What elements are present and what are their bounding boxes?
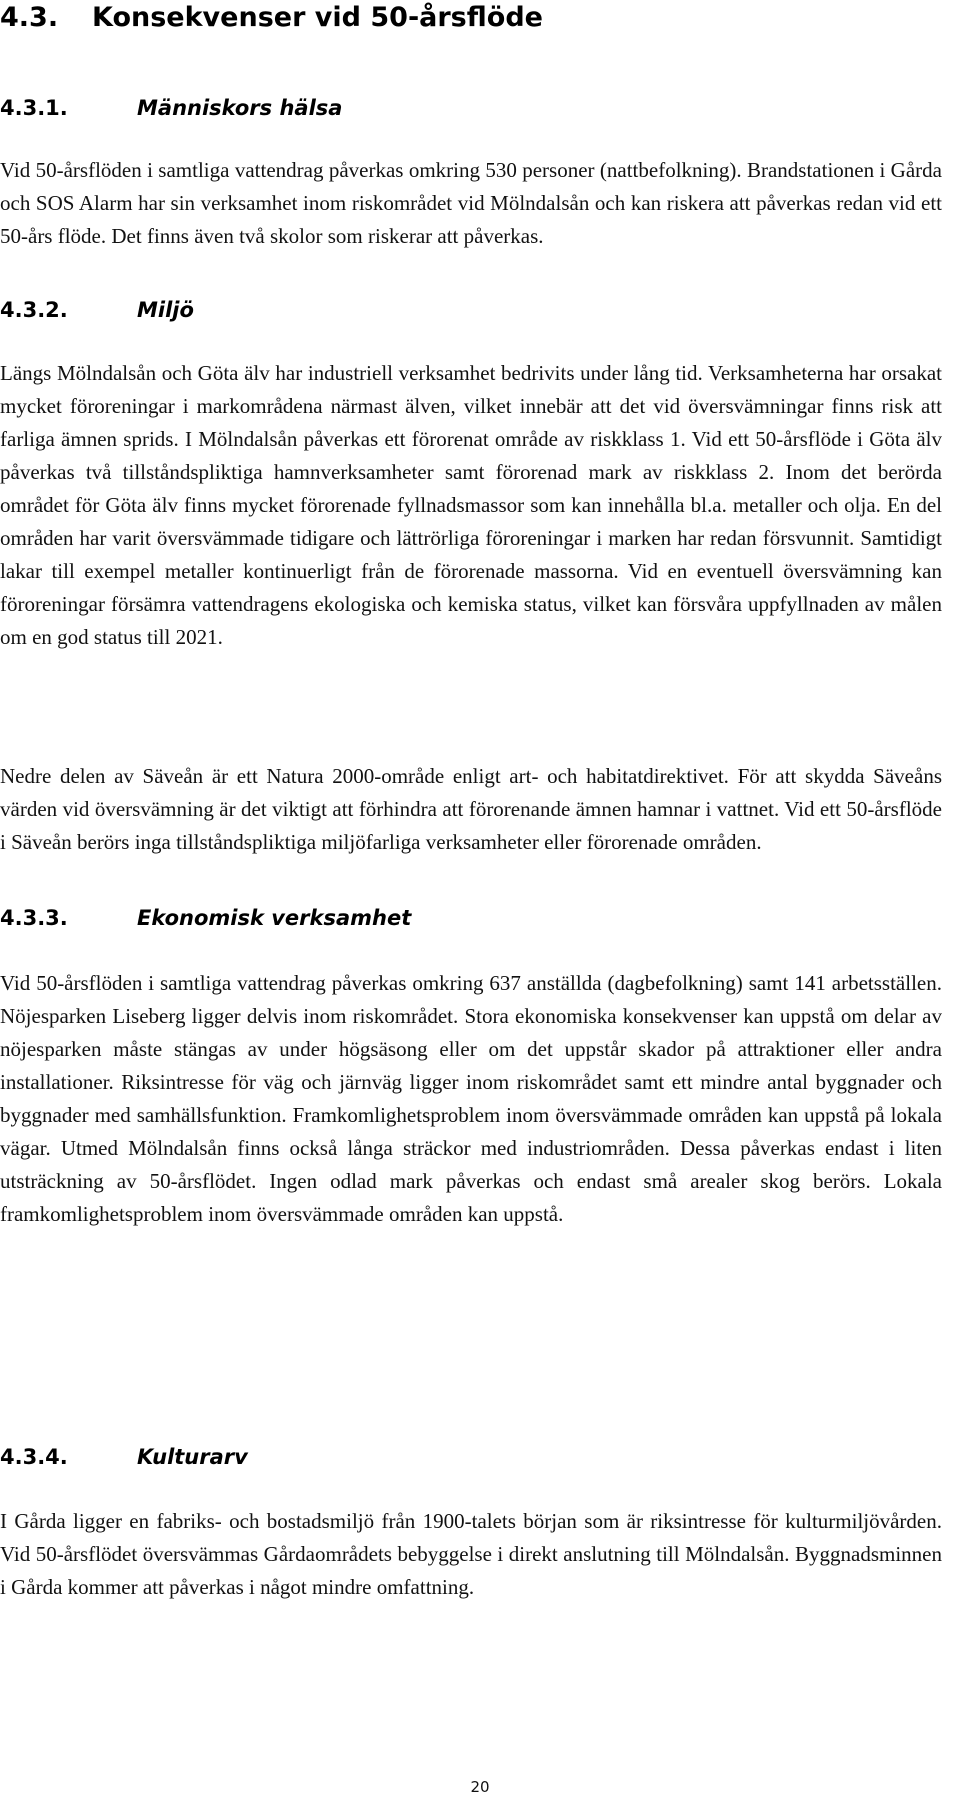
heading-4-3-3: [0, 906, 411, 930]
heading-title: Människors hälsa: [137, 96, 343, 120]
paragraph-kulturarv: I Gårda ligger en fabriks- och bostadsmiljö från 1900-talets början som är riksintresse för kulturmiljövården. Vid 50-årsflödet översvämmas Gårdaområdets bebyggelse i direkt anslutning till Mölndalsån. Byggnadsminnen i Gårda kommer att påverkas i något mindre omfattning.: [0, 1509, 942, 1599]
heading-number: 4.3.1.: [0, 96, 68, 120]
heading-number: 4.3.2.: [0, 298, 68, 322]
heading-title: Konsekvenser vid 50-årsflöde: [92, 2, 543, 33]
heading-4-3-4: [0, 1445, 248, 1469]
page-number: 20: [470, 1778, 490, 1796]
heading-4-3-2: [0, 298, 194, 322]
heading-number: 4.3.: [0, 2, 59, 33]
heading-title: Kulturarv: [137, 1445, 248, 1469]
paragraph-ekonomisk-verksamhet: Vid 50-årsflöden i samtliga vattendrag påverkas omkring 637 anställda (dagbefolkning) samt 141 arbetsställen. Nöjesparken Liseberg ligger delvis inom riskområdet. Stora ekonomiska konsekvenser kan uppstå om delar av nöjesparken måste stängas av under högsäsong eller om det uppstår skador på attraktioner eller andra installationer. Riksintresse för väg och järnväg ligger inom riskområdet samt ett mindre antal byggnader och byggnader med samhällsfunktion. Framkomlighetsproblem inom översvämmade områden kan uppstå på lokala vägar. Utmed Mölndalsån finns också långa sträckor med industriområden. Dessa påverkas endast i liten utsträckning av 50-årsflödet. Ingen odlad mark påverkas och endast små arealer skog berörs. Lokala framkomlighetsproblem inom översvämmade områden kan uppstå.: [0, 971, 942, 1226]
heading-number: 4.3.4.: [0, 1445, 68, 1469]
paragraph-manniskors-halsa: Vid 50-årsflöden i samtliga vattendrag påverkas omkring 530 personer (nattbefolkning). Brandstationen i Gårda och SOS Alarm har sin verksamhet inom riskområdet vid Mölndalsån och kan riskera att påverkas redan vid ett 50-års flöde. Det finns även två skolor som riskerar att påverkas.: [0, 158, 942, 248]
heading-4-3-1: [0, 96, 342, 120]
heading-title: Miljö: [137, 298, 194, 322]
heading-title: Ekonomisk verksamhet: [137, 906, 412, 930]
heading-4-3: [0, 2, 543, 33]
paragraph-miljo-2: Nedre delen av Säveån är ett Natura 2000-område enligt art- och habitatdirektivet. För att skydda Säveåns värden vid översvämning är det viktigt att förhindra att förorenande ämnen hamnar i vattnet. Vid ett 50-årsflöde i Säveån berörs inga tillståndspliktiga miljöfarliga verksamheter eller förorenade områden.: [0, 764, 942, 854]
paragraph-miljo-1: Längs Mölndalsån och Göta älv har industriell verksamhet bedrivits under lång tid. Verksamheterna har orsakat mycket föroreningar i markområdena närmast älven, vilket innebär att det vid översvämningar finns risk att farliga ämnen sprids. I Mölndalsån påverkas ett förorenat område av riskklass 1. Vid ett 50-årsflöde i Göta älv påverkas två tillståndspliktiga hamnverksamheter samt förorenad mark av riskklass 2. Inom det berörda området för Göta älv finns mycket förorenade fyllnadsmassor som kan innehålla bl.a. metaller och olja. En del områden har varit översvämmade tidigare och lättrörliga föroreningar i marken har redan försvunnit. Samtidigt lakar till exempel metaller kontinuerligt från de förorenade massorna. Vid en eventuell översvämning kan föroreningar försämra vattendragens ekologiska och kemiska status, vilket kan försvåra uppfyllnaden av målen om en god status till 2021.: [0, 361, 942, 649]
heading-number: 4.3.3.: [0, 906, 68, 930]
